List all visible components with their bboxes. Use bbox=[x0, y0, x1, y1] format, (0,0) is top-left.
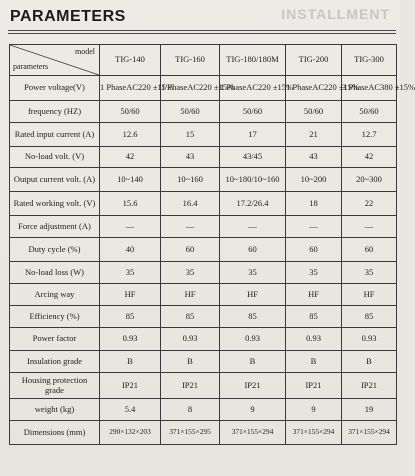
corner-label-parameters: parameters bbox=[13, 62, 49, 72]
table-row bbox=[10, 421, 397, 445]
table-row bbox=[10, 351, 397, 373]
table-cell: 42 bbox=[342, 147, 397, 168]
table-cell: 85 bbox=[100, 306, 161, 328]
table-cell: 9 bbox=[220, 399, 286, 421]
row-label: Power factor bbox=[10, 328, 100, 351]
table-cell: 43/45 bbox=[220, 147, 286, 168]
row-label: Duty cycle (%) bbox=[10, 238, 100, 262]
table-cell: 50/60 bbox=[342, 101, 397, 123]
row-label: No-load loss (W) bbox=[10, 262, 100, 284]
table-row bbox=[10, 216, 397, 238]
table-cell: 371×155×294 bbox=[342, 421, 397, 445]
row-label: frequency (HZ) bbox=[10, 101, 100, 123]
table-cell: 371×155×294 bbox=[220, 421, 286, 445]
table-cell: 42 bbox=[100, 147, 161, 168]
table-cell: 60 bbox=[286, 238, 342, 262]
row-label: Housing protection grade bbox=[10, 373, 100, 399]
table-cell: 1 PhaseAC220 ±15% bbox=[286, 76, 342, 101]
table-cell: 5.4 bbox=[100, 399, 161, 421]
table-row bbox=[10, 238, 397, 262]
parameters-table bbox=[9, 44, 415, 445]
row-label: Rated input current (A) bbox=[10, 123, 100, 147]
table-cell: 1 PhaseAC220 ±15% bbox=[100, 76, 161, 101]
row-label: Output current volt. (A) bbox=[10, 168, 100, 192]
table-row bbox=[10, 262, 397, 284]
table-cell: HF bbox=[100, 284, 161, 306]
row-label: weight (kg) bbox=[10, 399, 100, 421]
table-row bbox=[10, 76, 397, 101]
row-label: Power voltage(V) bbox=[10, 76, 100, 101]
table-cell: 0.93 bbox=[220, 328, 286, 351]
table-cell: 0.93 bbox=[342, 328, 397, 351]
table-cell: HF bbox=[286, 284, 342, 306]
table-cell: 35 bbox=[220, 262, 286, 284]
table-cell: 60 bbox=[220, 238, 286, 262]
table-cell: B bbox=[342, 351, 397, 373]
table-cell: 15 bbox=[161, 123, 220, 147]
table-cell: 371×155×294 bbox=[286, 421, 342, 445]
table-cell: 50/60 bbox=[100, 101, 161, 123]
table-cell: 10~200 bbox=[286, 168, 342, 192]
table-cell: 43 bbox=[161, 147, 220, 168]
table-cell: B bbox=[161, 351, 220, 373]
row-label: Force adjustment (A) bbox=[10, 216, 100, 238]
model-header: TIG-300 bbox=[342, 45, 397, 76]
title-rule-secondary bbox=[8, 33, 396, 34]
table-row bbox=[10, 306, 397, 328]
table-cell: 85 bbox=[220, 306, 286, 328]
row-label: Arcing way bbox=[10, 284, 100, 306]
table-cell: IP21 bbox=[161, 373, 220, 399]
table-cell: 10~160 bbox=[161, 168, 220, 192]
title-rule bbox=[8, 30, 396, 31]
page-title: PARAMETERS bbox=[10, 8, 126, 25]
table-cell: 50/60 bbox=[161, 101, 220, 123]
table-cell: 10~180/10~160 bbox=[220, 168, 286, 192]
model-header: TIG-160 bbox=[161, 45, 220, 76]
table-cell: IP21 bbox=[220, 373, 286, 399]
table-cell: 18 bbox=[286, 192, 342, 216]
row-label: Rated working volt. (V) bbox=[10, 192, 100, 216]
table-row bbox=[10, 399, 397, 421]
row-label: Efficiency (%) bbox=[10, 306, 100, 328]
table-cell: 3 PhaseAC380 ±15% bbox=[342, 76, 397, 101]
table-cell: B bbox=[100, 351, 161, 373]
table-cell: 85 bbox=[286, 306, 342, 328]
table-cell: 1 PhaseAC220 ±15% bbox=[220, 76, 286, 101]
table-cell: 10~140 bbox=[100, 168, 161, 192]
table-cell: 43 bbox=[286, 147, 342, 168]
table-cell: 16.4 bbox=[161, 192, 220, 216]
table-cell: IP21 bbox=[286, 373, 342, 399]
table-cell: B bbox=[286, 351, 342, 373]
table-cell: 371×155×295 bbox=[161, 421, 220, 445]
table-cell: 21 bbox=[286, 123, 342, 147]
table-cell: — bbox=[286, 216, 342, 238]
table-row bbox=[10, 284, 397, 306]
table-cell: 50/60 bbox=[220, 101, 286, 123]
corner-label-model: model bbox=[75, 47, 95, 56]
table-cell: 8 bbox=[161, 399, 220, 421]
table-cell: 35 bbox=[100, 262, 161, 284]
table-row bbox=[10, 123, 397, 147]
table-cell: HF bbox=[220, 284, 286, 306]
table-cell: 9 bbox=[286, 399, 342, 421]
table-cell: 12.7 bbox=[342, 123, 397, 147]
table-cell: 0.93 bbox=[161, 328, 220, 351]
model-header: TIG-200 bbox=[286, 45, 342, 76]
table-cell: IP21 bbox=[342, 373, 397, 399]
table-cell: — bbox=[161, 216, 220, 238]
table-cell: 50/60 bbox=[286, 101, 342, 123]
table-cell: 0.93 bbox=[286, 328, 342, 351]
table-cell: 60 bbox=[161, 238, 220, 262]
table-cell: B bbox=[220, 351, 286, 373]
table-cell: 17 bbox=[220, 123, 286, 147]
table-cell: — bbox=[342, 216, 397, 238]
row-label: No-load volt. (V) bbox=[10, 147, 100, 168]
table-cell: 85 bbox=[161, 306, 220, 328]
table-cell: 20~300 bbox=[342, 168, 397, 192]
corner-header-cell bbox=[10, 45, 100, 76]
table-row bbox=[10, 168, 397, 192]
bleed-through-heading: INSTALLMENT bbox=[281, 6, 390, 22]
table-cell: 22 bbox=[342, 192, 397, 216]
table-cell: — bbox=[220, 216, 286, 238]
table-cell: — bbox=[100, 216, 161, 238]
table-cell: 12.6 bbox=[100, 123, 161, 147]
model-header: TIG-140 bbox=[100, 45, 161, 76]
table-row bbox=[10, 147, 397, 168]
table-row bbox=[10, 101, 397, 123]
row-label: Dimensions (mm) bbox=[10, 421, 100, 445]
table-cell: 19 bbox=[342, 399, 397, 421]
row-label: Insulation grade bbox=[10, 351, 100, 373]
table-cell: 1 PhaseAC220 ±15% bbox=[161, 76, 220, 101]
table-cell: IP21 bbox=[100, 373, 161, 399]
table-row bbox=[10, 192, 397, 216]
table-cell: 85 bbox=[342, 306, 397, 328]
table-row bbox=[10, 373, 397, 399]
table-cell: HF bbox=[342, 284, 397, 306]
table-cell: 35 bbox=[161, 262, 220, 284]
table-cell: 290×132×203 bbox=[100, 421, 161, 445]
table-cell: 40 bbox=[100, 238, 161, 262]
table-cell: HF bbox=[161, 284, 220, 306]
table-row bbox=[10, 328, 397, 351]
table-cell: 0.93 bbox=[100, 328, 161, 351]
table-cell: 17.2/26.4 bbox=[220, 192, 286, 216]
model-header: TIG-180/180M bbox=[220, 45, 286, 76]
table-cell: 35 bbox=[286, 262, 342, 284]
table-cell: 60 bbox=[342, 238, 397, 262]
table-cell: 15.6 bbox=[100, 192, 161, 216]
table-cell: 35 bbox=[342, 262, 397, 284]
